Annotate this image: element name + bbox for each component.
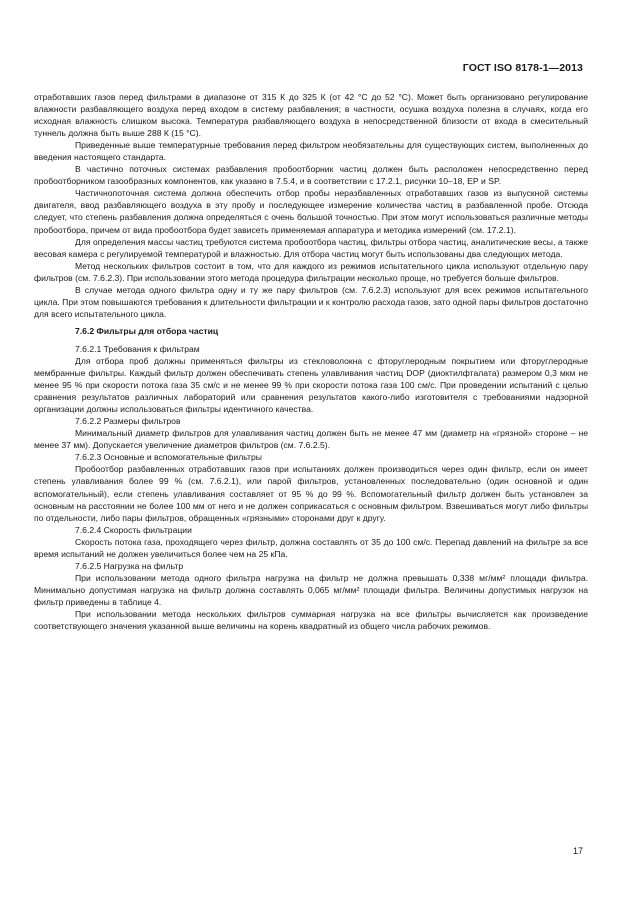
paragraph: В частично поточных системах разбавления пробоотборник частиц должен быть расположен непосредственно перед пробоотборником газообразных компонентов, как указано в 7.5.4, и в соответствии с 17.2.1, рисунки 10–18, ЕР и SP. xyxy=(34,164,588,187)
subsection-title: 7.6.2.1 Требования к фильтрам xyxy=(75,343,200,354)
standard-header: ГОСТ ISO 8178-1—2013 xyxy=(462,62,583,74)
paragraph: При использовании метода нескольких фильтров суммарная нагрузка на все фильтры вычисляется как произведение соответствующего значения указанной выше величины на корень квадратный из общего числа рабочих режимов. xyxy=(34,608,588,632)
paragraph: При использовании метода одного фильтра нагрузка на фильтр не должна превышать 0,338 мг/мм² площади фильтра. Минимально допустимая нагрузка на фильтр должна составлять 0,065 мг/мм² площади фильтра. Величины допустимых нагрузок на фильтр приведены в таблице 4. xyxy=(34,572,588,607)
paragraph: Пробоотбор разбавленных отработавших газов при испытаниях должен производиться через один фильтр, если он имеет степень улавливания более 99 % (см. 7.6.2.1), или парой фильтров, установленных последовательно (один основной и один вспомогательный), если степень улавливания составляет от 95 % до 99 %. Вспомогательный фильтр должен быть установлен за основным на расстоянии не более 100 мм от него и не должен соприкасаться с основным фильтром. Взвешиваться могут либо фильтры по отдельности, либо пары фильтров, обращенных «грязными» сторонами друг к другу. xyxy=(34,464,588,523)
subsection-title: 7.6.2.4 Скорость фильтрации xyxy=(75,524,192,535)
paragraph: Для определения массы частиц требуются система пробоотбора частиц, фильтры отбора частиц, аналитические весы, а также весовая камера с регулируемой температурой и влажностью. Для отбора частиц могут быть использованы два следующих метода. xyxy=(34,236,588,259)
paragraph: Метод нескольких фильтров состоит в том, что для каждого из режимов испытательного цикла используют отдельную пару фильтров (см. 7.6.2.3). При использовании этого метода процедура фильтрации несколько проще, но требуется больше фильтров. xyxy=(34,260,588,283)
paragraph: Минимальный диаметр фильтров для улавливания частиц должен быть не менее 47 мм (диаметр на «грязной» стороне – не менее 37 мм). Допускается увеличение диаметров фильтров (см. 7.6.2.5). xyxy=(34,428,588,451)
paragraph: отработавших газов перед фильтрами в диапазоне от 315 К до 325 К (от 42 °С до 52 °С). Может быть организовано регулирование влажности разбавляющего воздуха перед входом в систему разбавления; в частности, осушка воздуха полезна в случаях, когда его исходная влажность слишком высока. Температура разбавляющего воздуха в непосредственной близости от входа в смесительный туннель должна быть выше 288 К (15 °С). xyxy=(34,92,588,139)
document-body xyxy=(34,91,588,632)
section-heading: 7.6.2 Фильтры для отбора частиц xyxy=(75,325,219,336)
paragraph: Частичнопоточная система должна обеспечить отбор пробы неразбавленных отработавших газов из выпускной системы двигателя, ввод разбавляющего воздуха в эту пробу и последующее измерение количества частиц в разбавленной пробе. Отсюда следует, что степень разбавления должна определяться с очень большой точностью. При этом могут использоваться различные методы пробоотбора, причем от вида пробоотбора будет зависеть применяемая аппаратура и методика измерений (см. 17.2.1). xyxy=(34,188,588,235)
subsection-title: 7.6.2.3 Основные и вспомогательные фильтры xyxy=(75,452,262,463)
subsection-title: 7.6.2.2 Размеры фильтров xyxy=(75,416,181,427)
paragraph: Скорость потока газа, проходящего через фильтр, должна составлять от 35 до 100 см/с. Перепад давлений на фильтре за все время испытаний не должен увеличиться более чем на 25 кПа. xyxy=(34,536,588,559)
paragraph: Приведенные выше температурные требования перед фильтром необязательны для существующих систем, выполненных до введения настоящего стандарта. xyxy=(34,140,588,163)
paragraph: В случае метода одного фильтра одну и ту же пару фильтров (см. 7.6.2.3) используют для всех режимов испытательного цикла. При этом повышаются требования к длительности фильтрации и к контролю расхода газов, зато одной пары фильтров достаточно для всего испытательного цикла. xyxy=(34,284,588,319)
page-number: 17 xyxy=(572,846,583,856)
paragraph: Для отбора проб должны применяться фильтры из стекловолокна с фторуглеродным покрытием или фторуглеродные мембранные фильтры. Каждый фильтр должен обеспечивать степень улавливания частиц DOP (диоктилфталата) размером 0,3 мкм не менее 95 % при скорости потока газа 35 см/с и не менее 99 % при скорости потока газа 100 см/с. При проведении испытаний с целью сравнения результатов различных лабораторий или сравнения результатов какого-либо изготовителя с требованиями надзорной организации должны использоваться фильтры идентичного качества. xyxy=(34,355,588,415)
subsection-title: 7.6.2.5 Нагрузка на фильтр xyxy=(75,560,184,571)
